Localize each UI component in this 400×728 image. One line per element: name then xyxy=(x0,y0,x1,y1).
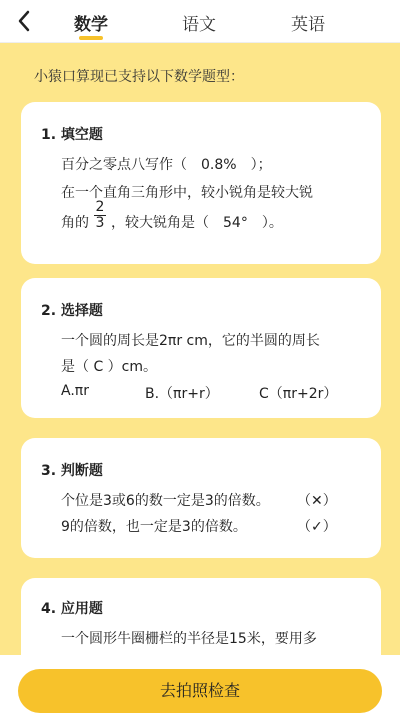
option-b: B.（πr+r） xyxy=(145,386,219,402)
question-line: 是（ C ）cm。 xyxy=(61,359,158,375)
option-c: C（πr+2r） xyxy=(259,386,338,402)
card-title: 2. 选择题 xyxy=(41,303,103,319)
question-line: ，较大锐角是（ 54° ）。 xyxy=(111,215,283,231)
option-a: A.πr xyxy=(61,383,89,399)
question-line: 在一个直角三角形中，较小锐角是较大锐 xyxy=(61,185,313,201)
fraction-numerator: 2 xyxy=(95,199,105,215)
question-card-choice xyxy=(21,278,381,418)
tab-chinese[interactable]: 语文 xyxy=(182,15,216,35)
card-title: 1. 填空题 xyxy=(41,127,103,143)
question-line: 一个圆形牛圈栅栏的半径是15米，要用多 xyxy=(61,631,317,647)
chevron-left-icon[interactable] xyxy=(14,8,36,34)
fraction xyxy=(93,200,107,231)
card-title: 4. 应用题 xyxy=(41,601,103,617)
judge-mark-right: （✓） xyxy=(297,519,337,535)
card-title: 3. 判断题 xyxy=(41,463,103,479)
fraction-denominator: 3 xyxy=(95,215,105,231)
question-card-judge xyxy=(21,438,381,558)
judge-statement: 个位是3或6的数一定是3的倍数。 xyxy=(61,493,270,509)
tab-english[interactable]: 英语 xyxy=(291,15,325,35)
photo-check-button[interactable]: 去拍照检查 xyxy=(18,669,382,713)
question-card-fill-blank xyxy=(21,102,381,264)
question-line: 百分之零点八写作（ 0.8% ）； xyxy=(61,157,272,173)
intro-text: 小猿口算现已支持以下数学题型： xyxy=(34,69,244,85)
tab-math[interactable]: 数学 xyxy=(74,15,108,35)
judge-statement: 9的倍数，也一定是3的倍数。 xyxy=(61,519,247,535)
question-line: 一个圆的周长是2πr cm，它的半圆的周长 xyxy=(61,333,320,349)
judge-mark-wrong: （✕） xyxy=(297,493,337,509)
active-tab-indicator xyxy=(79,36,103,40)
top-nav xyxy=(0,0,400,43)
question-line: 角的 xyxy=(61,215,89,231)
